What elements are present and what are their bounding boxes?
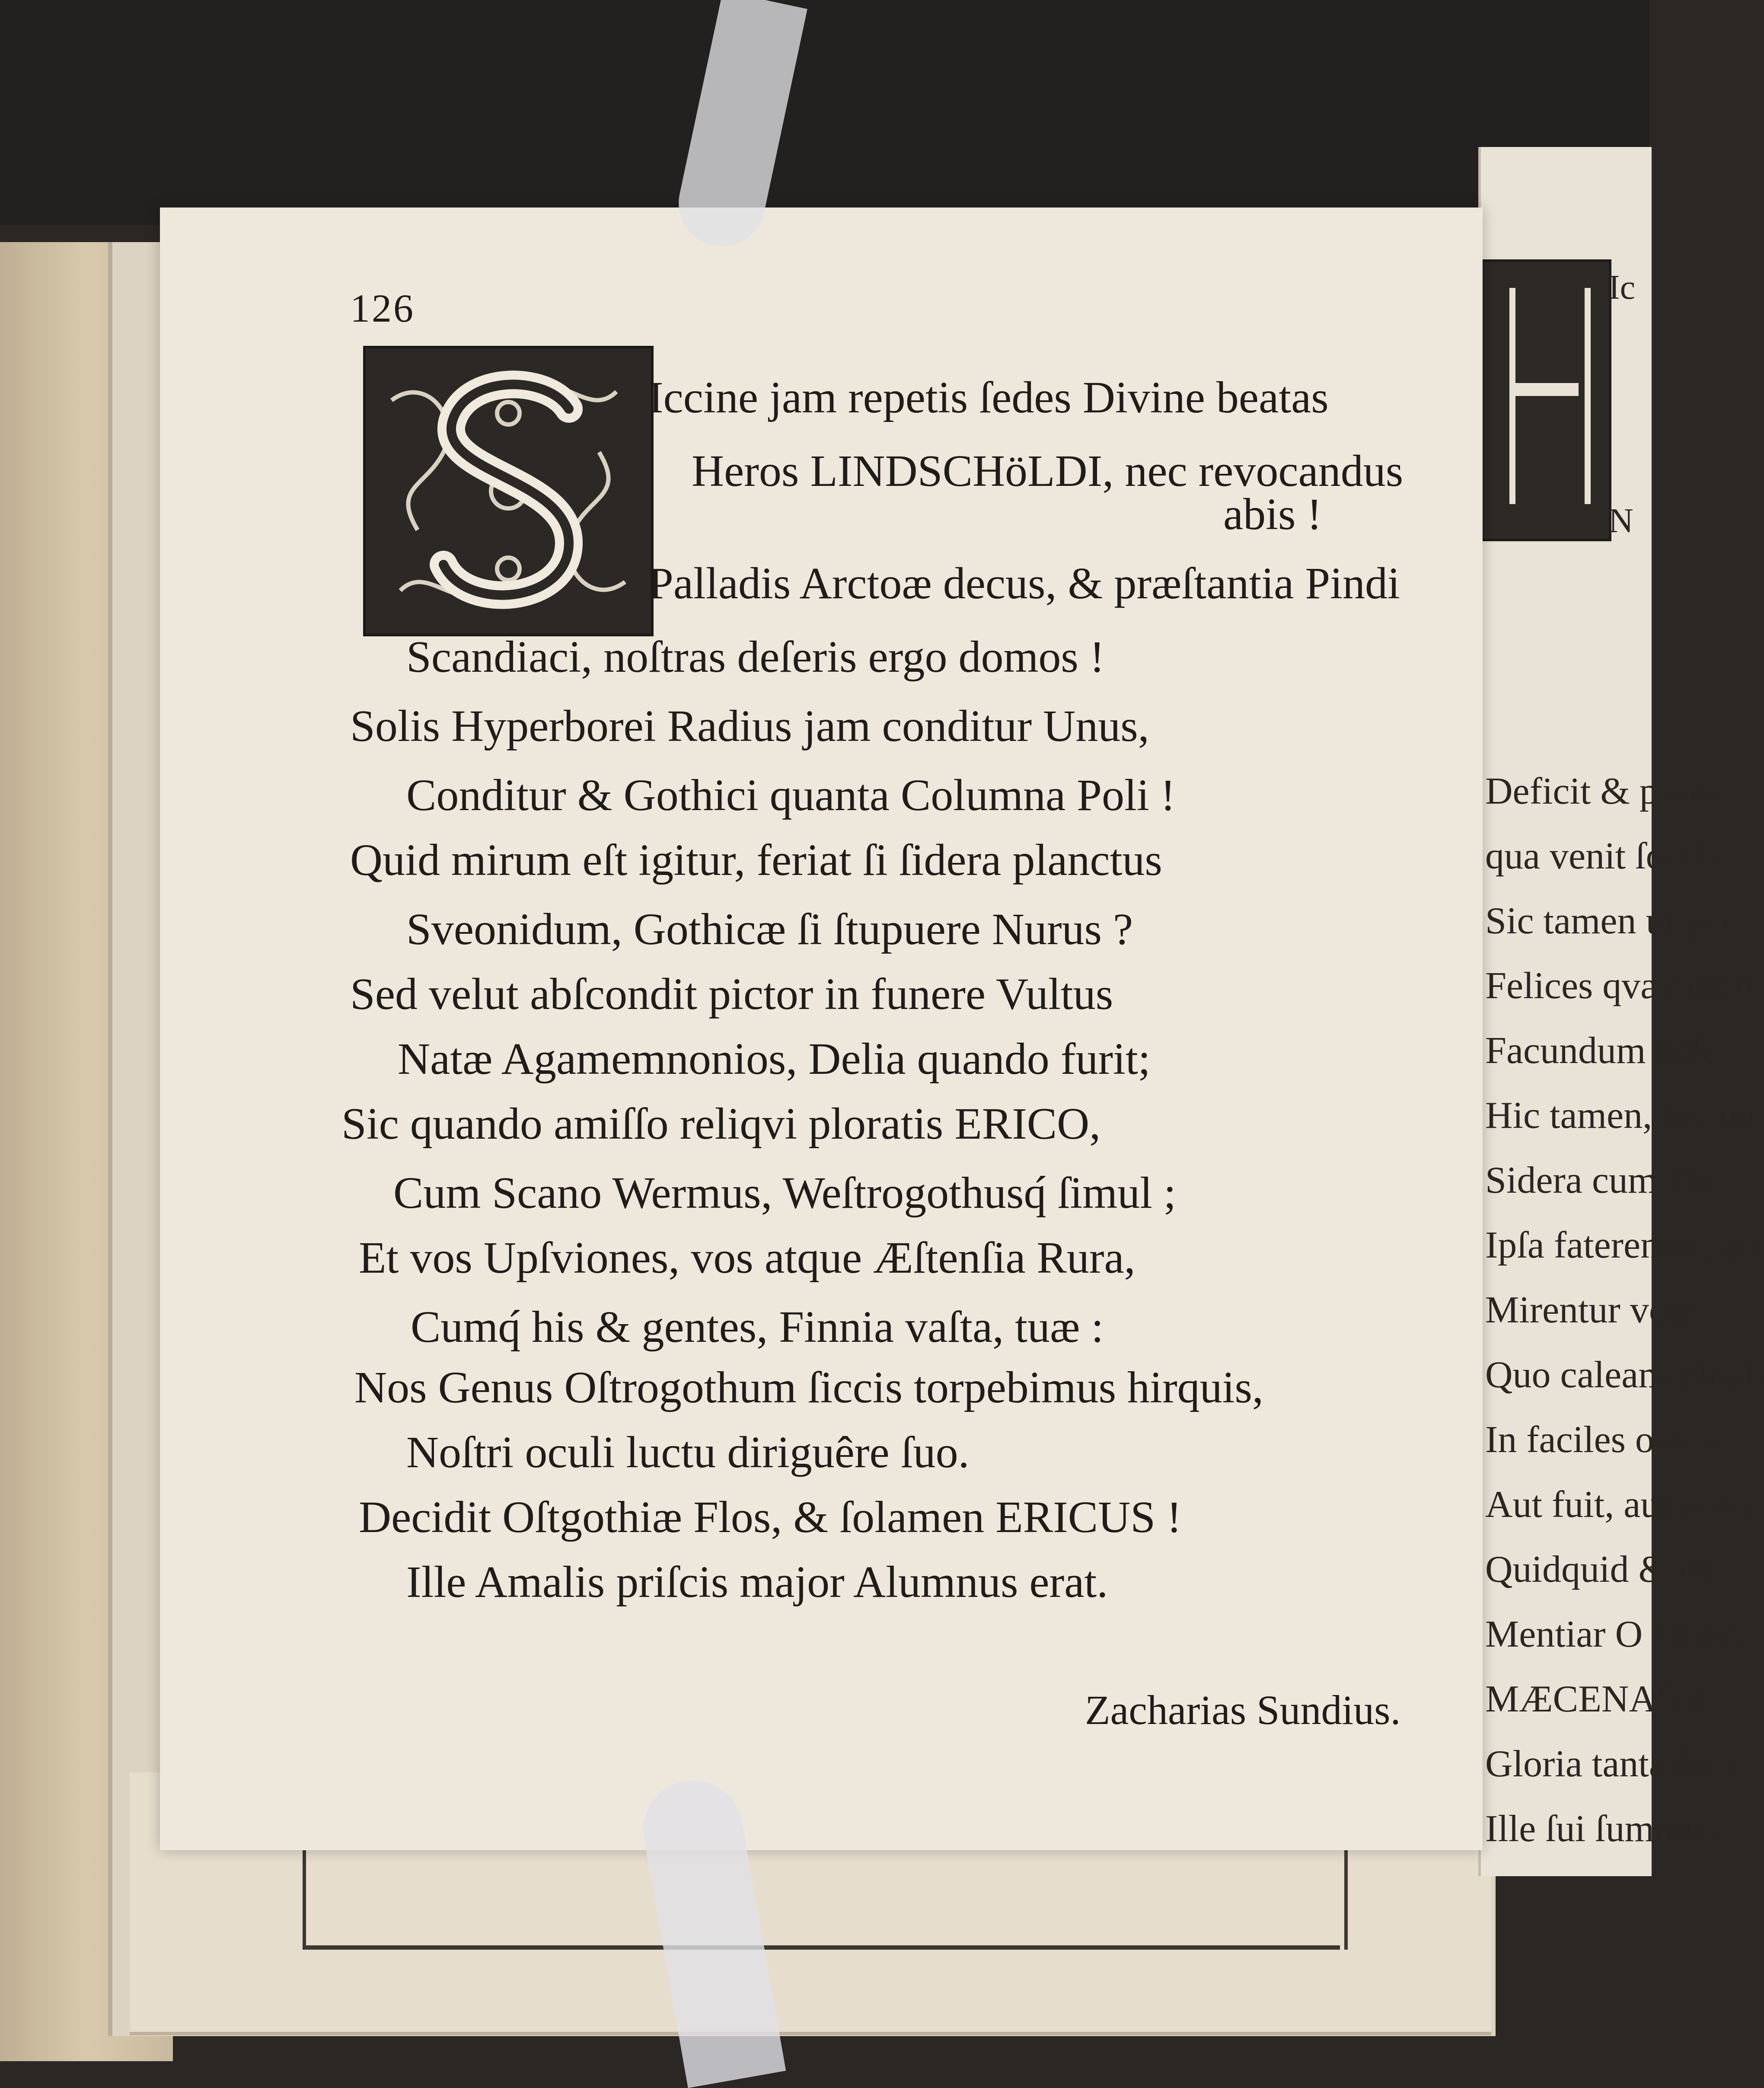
poem-line: Sveonidum, Gothicæ ſi ſtupuere Nurus ? bbox=[406, 904, 1133, 954]
right-line: Aut fuit, aut poter bbox=[1485, 1484, 1758, 1526]
poem-line: Sed velut abſcondit pictor in funere Vultus bbox=[350, 969, 1113, 1019]
decorated-initial-art bbox=[366, 348, 651, 634]
right-line: Sic tamen ut per bbox=[1485, 900, 1734, 942]
signature: Zacharias Sundius. bbox=[1085, 1687, 1401, 1733]
poem-line: Et vos Upſviones, vos atque Æſtenſia Rura, bbox=[359, 1233, 1136, 1283]
poem-line: Ille Amalis priſcis major Alumnus erat. bbox=[406, 1557, 1108, 1607]
right-line: Ille ſui ſummus bbox=[1485, 1808, 1718, 1850]
lower-page-rule bbox=[303, 1945, 1340, 1950]
right-line: Felices qværant n bbox=[1485, 965, 1754, 1007]
lower-page-rule-left bbox=[303, 1850, 306, 1950]
poem-line: Iccine jam repetis ſedes Divine beatas bbox=[648, 373, 1329, 422]
poem-line: Nos Genus Oſtrogothum ſiccis torpebimus hirquis, bbox=[354, 1363, 1263, 1412]
right-line: Gloria tanta ſui c bbox=[1485, 1743, 1742, 1785]
poem-line: Solis Hyperborei Radius jam conditur Unus, bbox=[350, 701, 1149, 751]
right-line: Ipſa faterentur, qu bbox=[1485, 1224, 1758, 1266]
poem-line: abis ! bbox=[1223, 489, 1322, 539]
poem-line: Palladis Arctoæ decus, & præſtantia Pindi bbox=[648, 559, 1400, 608]
poem-line: Heros LINDSCHöLDI, nec revocandus bbox=[692, 446, 1404, 496]
right-line: In faciles opten bbox=[1485, 1419, 1720, 1461]
poem-line: Scandiaci, noſtras deſeris ergo domos ! bbox=[406, 632, 1105, 682]
right-line: Mirentur votis bbox=[1485, 1289, 1704, 1331]
right-line: Deficit & parite bbox=[1485, 770, 1726, 812]
poem-line: Cumq́ his & gentes, Finnia vaſta, tuæ : bbox=[411, 1302, 1104, 1352]
poem-line: Quid mirum eſt igitur, feriat ſi ſidera planctus bbox=[350, 835, 1162, 885]
right-line: Mentiar O ! fatis bbox=[1485, 1613, 1740, 1655]
poem-line: Noſtri oculi luctu diriguêre ſuo. bbox=[406, 1427, 970, 1477]
background-dark bbox=[0, 0, 1649, 225]
right-line: MÆCENAS n bbox=[1485, 1678, 1706, 1720]
right-n-fragment: N bbox=[1608, 502, 1633, 540]
right-line: Facundum neſc bbox=[1485, 1030, 1719, 1072]
right-line: Sidera cum Do bbox=[1485, 1159, 1713, 1201]
right-line: qua venit ſociis bbox=[1485, 835, 1718, 877]
page-number: 126 bbox=[350, 286, 415, 330]
right-line: Quidquid & ill bbox=[1485, 1548, 1710, 1590]
poem-line: Decidit Oſtgothiæ Flos, & ſolamen ERICUS ! bbox=[359, 1492, 1182, 1542]
right-decorated-initial bbox=[1481, 259, 1611, 541]
poem-line: Cum Scano Wermus, Weſtrogothusq́ ſimul ; bbox=[393, 1168, 1176, 1218]
right-line: Quo caleam Phœb bbox=[1485, 1354, 1764, 1396]
decorated-initial bbox=[363, 346, 654, 636]
right-line: Hic tamen, hîc int bbox=[1485, 1095, 1758, 1137]
lower-page-rule-right bbox=[1344, 1850, 1348, 1950]
poem-line: Conditur & Gothici quanta Columna Poli ! bbox=[406, 770, 1176, 820]
right-heading-fragment: Ic bbox=[1608, 268, 1636, 306]
poem-line: Natæ Agamemnonios, Delia quando furit; bbox=[398, 1034, 1151, 1084]
right-page bbox=[1478, 147, 1764, 1876]
poem-line: Sic quando amiſſo reliqvi ploratis ERICO, bbox=[341, 1099, 1101, 1149]
